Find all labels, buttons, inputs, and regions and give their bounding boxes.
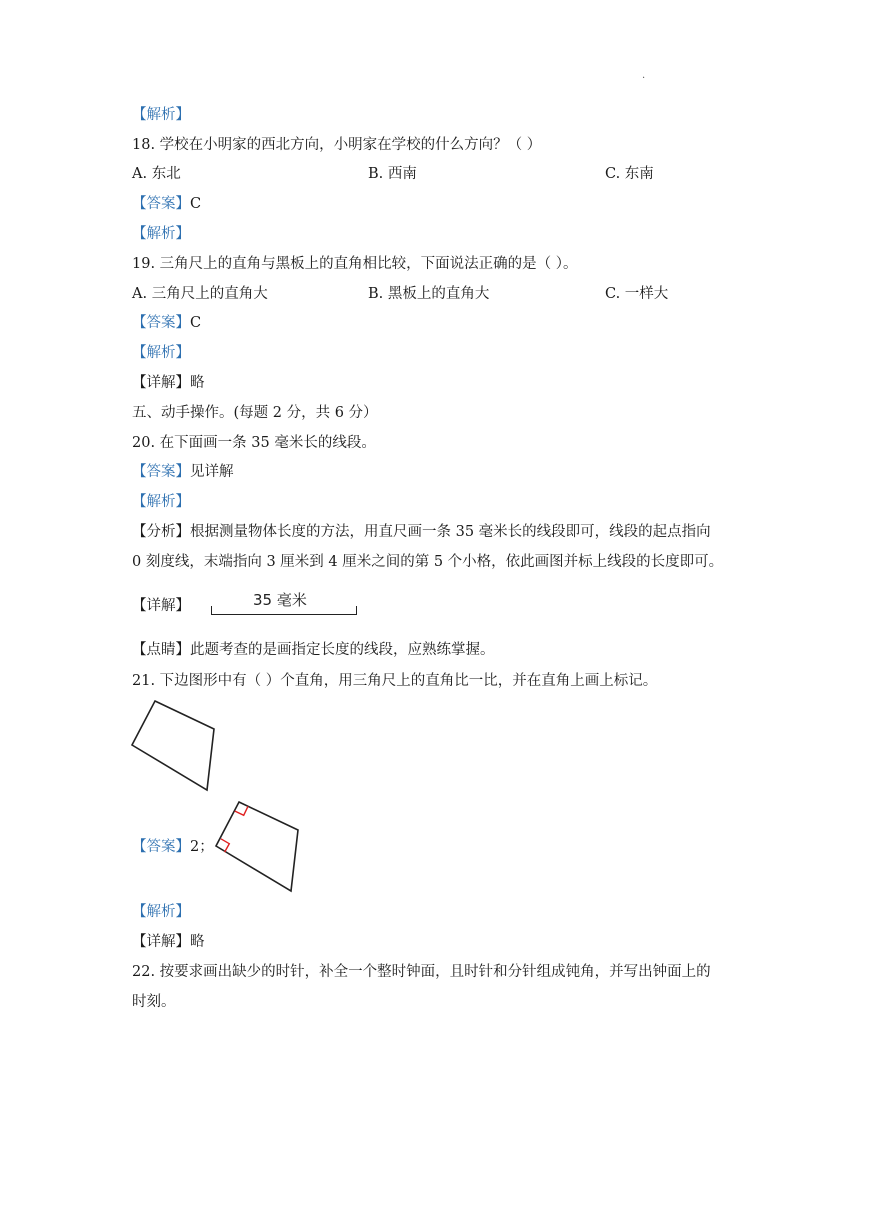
segment-tick-end (356, 606, 357, 615)
q19-option-b: B. 黑板上的直角大 (368, 286, 490, 302)
q19-answer-value: C (190, 315, 202, 331)
q20-answer-value: 见详解 (190, 464, 234, 480)
q19-detail: 【详解】略 (132, 375, 205, 391)
q19-analysis-label: 【解析】 (132, 345, 190, 361)
q19-question: 19. 三角尺上的直角与黑板上的直角相比较，下面说法正确的是（ ）。 (132, 256, 578, 272)
q20-question: 20. 在下面画一条 35 毫米长的线段。 (132, 435, 376, 451)
q20-analysis-label: 【解析】 (132, 494, 190, 510)
segment-length-label: 35 毫米 (253, 591, 307, 609)
q19-option-a: A. 三角尺上的直角大 (132, 286, 268, 302)
q19-answer (132, 313, 201, 333)
q18-answer-value: C (190, 196, 202, 212)
q20-analysis-line1: 【分析】根据测量物体长度的方法，用直尺画一条 35 毫米长的线段即可，线段的起点指向 (132, 524, 711, 540)
quadrilateral-shape (132, 701, 214, 790)
q20-answer-label: 【答案】 (132, 464, 190, 480)
section5-title: 五、动手操作。(每题 2 分，共 6 分） (132, 405, 378, 421)
q17-analysis-label: 【解析】 (132, 107, 190, 123)
header-dot: . (642, 70, 646, 81)
q21-answer-figure (212, 798, 304, 896)
q21-answer-label: 【答案】 (132, 839, 190, 855)
q18-answer-label: 【答案】 (132, 196, 190, 212)
q18-option-c: C. 东南 (605, 166, 654, 182)
q18-analysis-label: 【解析】 (132, 226, 190, 242)
segment-line (211, 614, 357, 615)
q20-detail-label: 【详解】 (132, 598, 190, 614)
q22-question-line1: 22. 按要求画出缺少的时针，补全一个整时钟面，且时针和分针组成钝角，并写出钟面上的 (132, 964, 711, 980)
q20-comment: 【点睛】此题考查的是画指定长度的线段，应熟练掌握。 (132, 642, 495, 658)
q22-question-line2: 时刻。 (132, 994, 176, 1010)
q19-answer-label: 【答案】 (132, 315, 190, 331)
q18-question: 18. 学校在小明家的西北方向，小明家在学校的什么方向？（ ） (132, 137, 542, 153)
q21-question: 21. 下边图形中有（ ）个直角，用三角尺上的直角比一比，并在直角上画上标记。 (132, 673, 658, 689)
q20-analysis-line2: 0 刻度线，末端指向 3 厘米到 4 厘米之间的第 5 个小格，依此画图并标上线段的长度即可。 (132, 554, 724, 570)
q18-option-a: A. 东北 (132, 166, 181, 182)
q21-answer-value: 2； (190, 839, 214, 855)
segment-35mm-figure (211, 589, 357, 619)
q18-answer (132, 194, 201, 214)
q20-answer (132, 462, 234, 482)
q21-quadrilateral-figure (128, 698, 220, 794)
q18-option-b: B. 西南 (368, 166, 417, 182)
q21-detail: 【详解】略 (132, 934, 205, 950)
q19-option-c: C. 一样大 (605, 286, 669, 302)
q21-answer (132, 837, 214, 857)
q21-analysis-label: 【解析】 (132, 904, 190, 920)
segment-tick-start (211, 606, 212, 615)
